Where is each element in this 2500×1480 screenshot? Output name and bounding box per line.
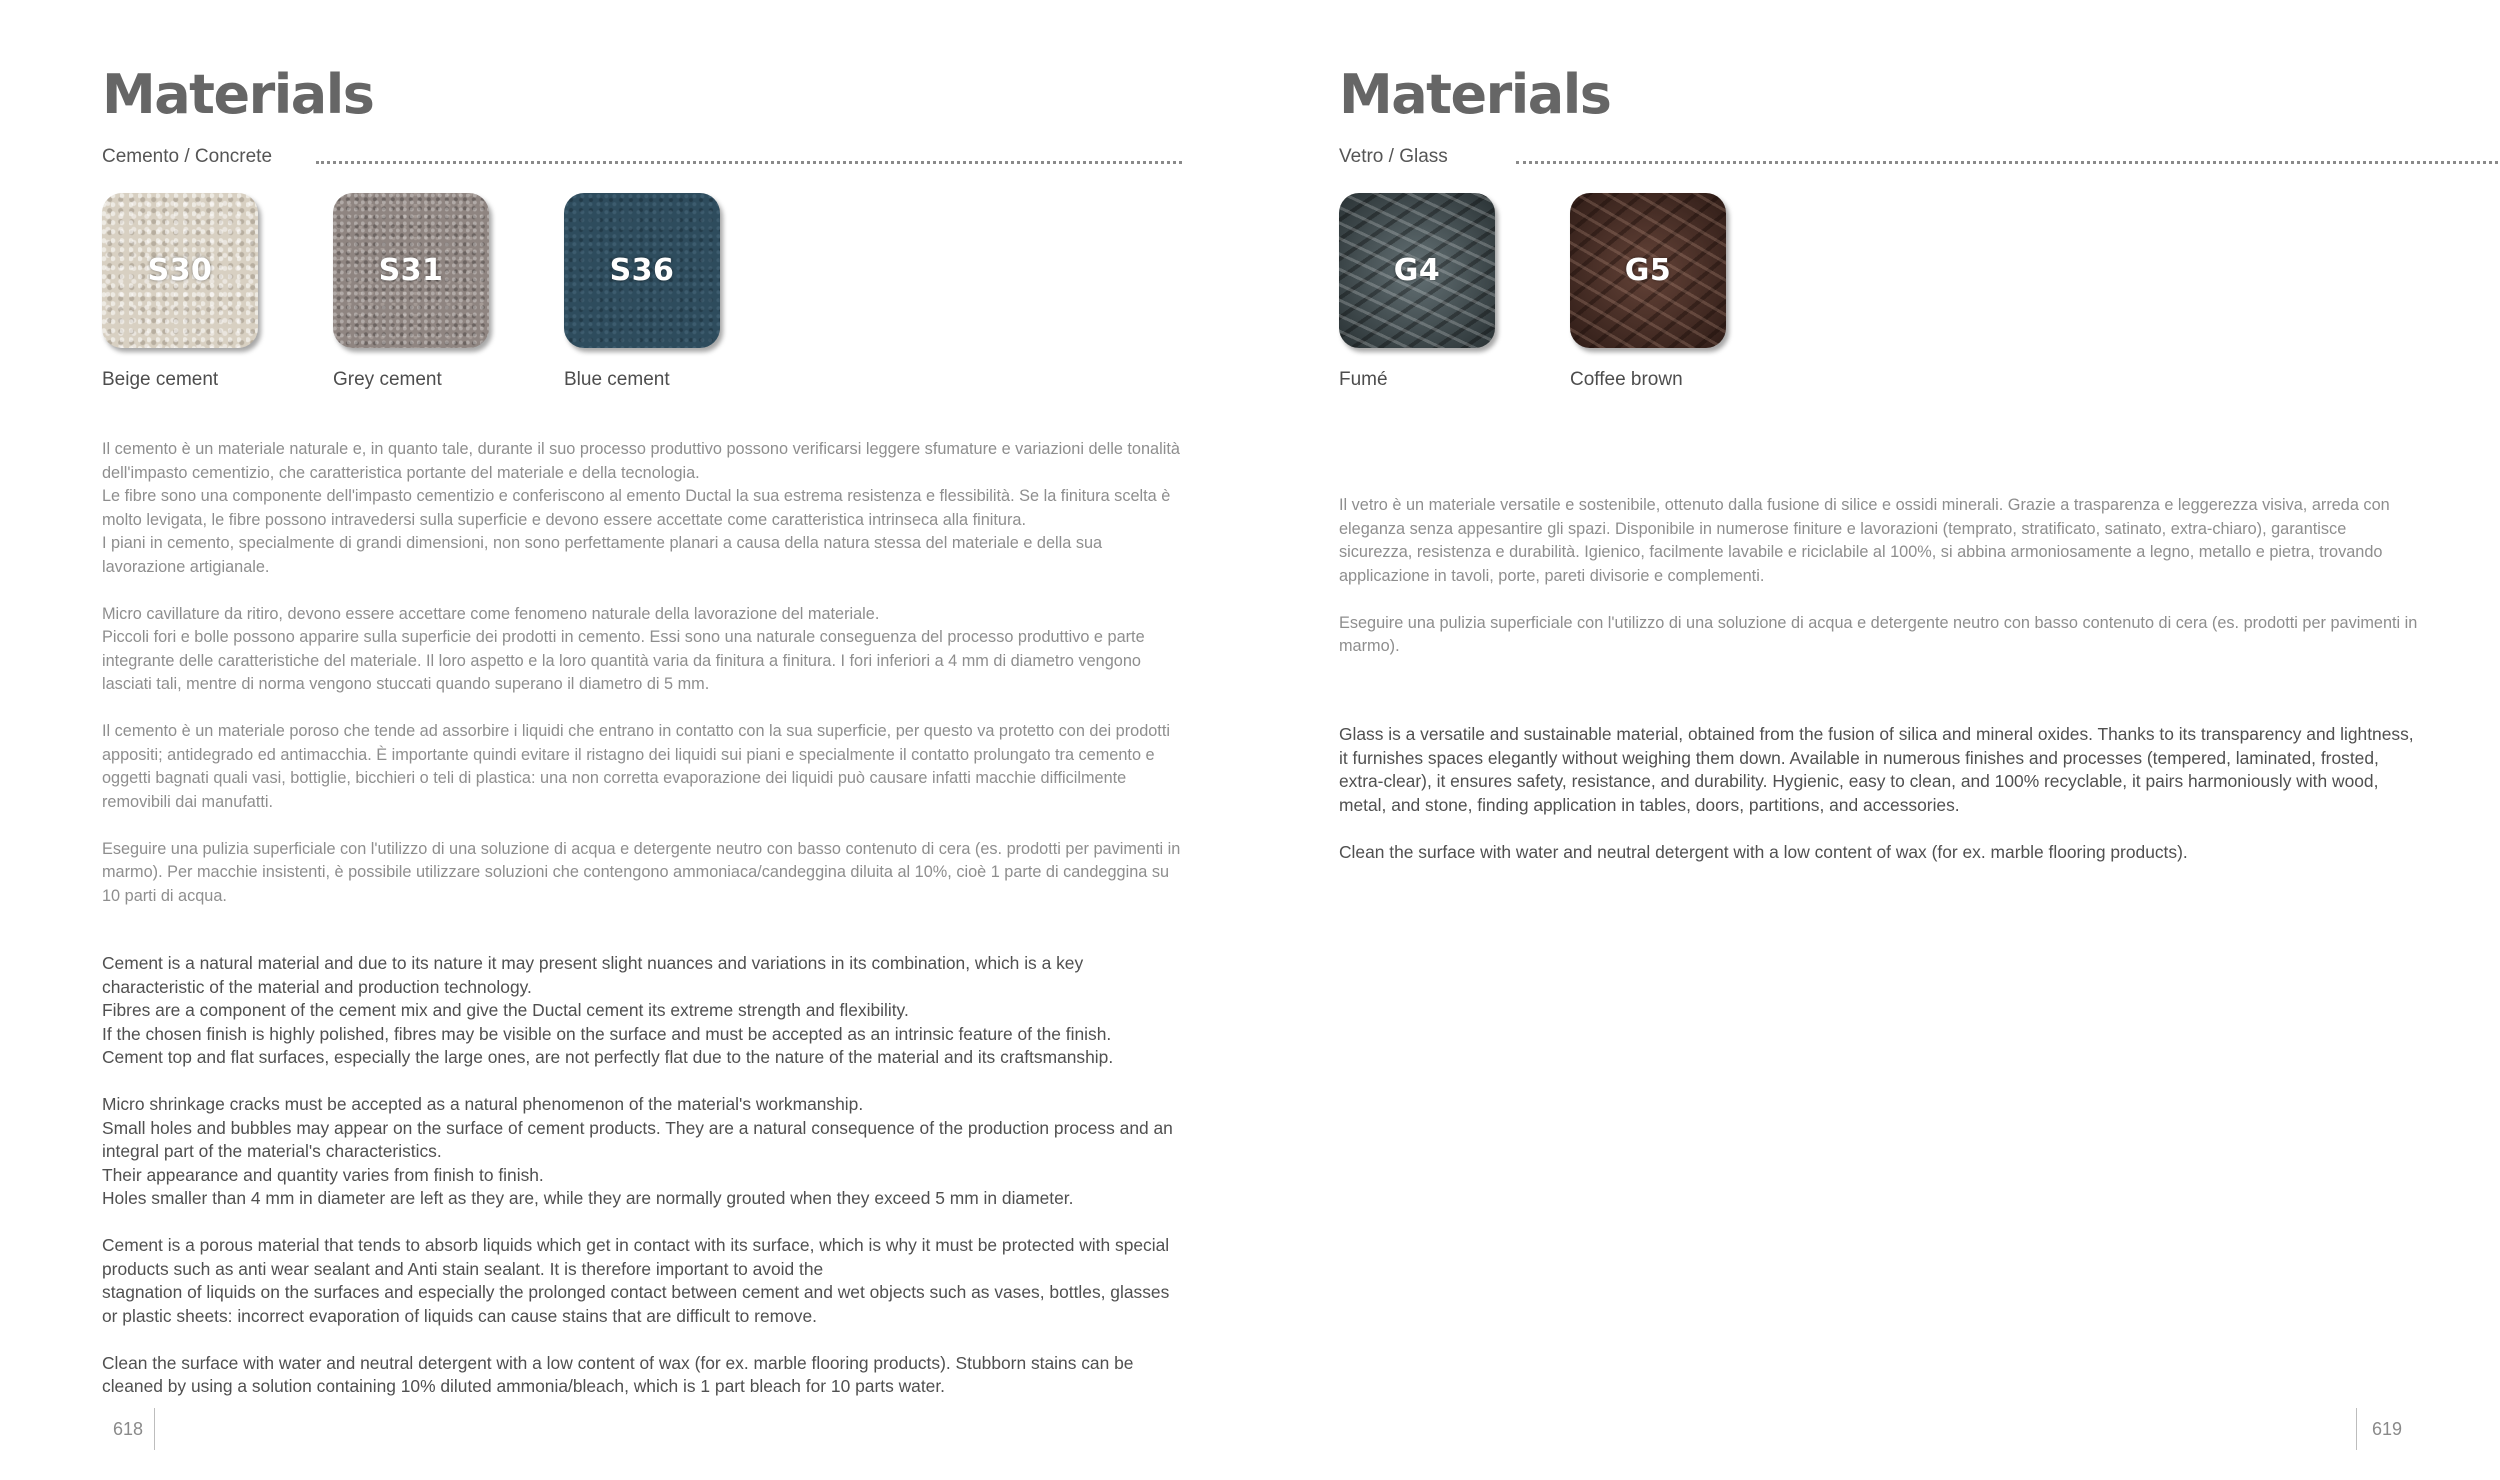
paragraph: Cement is a natural material and due to its nature it may present slight nuances and variations in its combination, which is a key characteristic of the material and production technology. <box>102 953 1084 997</box>
swatch-g4 <box>1339 193 1495 348</box>
page-number: 619 <box>2372 1419 2403 1439</box>
paragraph: Il cemento è un materiale poroso che tende ad assorbire i liquidi che entrano in contatto con la sua superficie, per questo va protetto con dei prodotti appositi; antidegrado ed antimacchia. È importante quindi evitare il ristagno dei liquidi sui piani e specialmente il contatto prolungato tra cemento e oggetti bagnati quali vasi, bottiglie, bicchieri o teli di plastica: una non corretta evaporazione dei liquidi può causare infatti macchie difficilmente removibili dai manufatti. <box>102 722 1170 811</box>
english-description <box>1339 723 2419 864</box>
swatch-label: Fumé <box>1339 369 1388 390</box>
paragraph: Fibres are a component of the cement mix and give the Ductal cement its extreme strength and flexibility. <box>102 1000 909 1020</box>
section-subtitle: Cemento / Concrete <box>102 146 273 167</box>
paragraph: Clean the surface with water and neutral detergent with a low content of wax (for ex. marble flooring products). <box>1339 841 2188 862</box>
page-number: 618 <box>113 1419 144 1439</box>
paragraph: Their appearance and quantity varies from finish to finish. <box>102 1164 544 1185</box>
dotted-divider <box>1516 161 2500 164</box>
swatch-code: S36 <box>609 253 675 288</box>
paragraph: Le fibre sono una componente dell'impasto cementizio e conferiscono al emento Ductal la sua estrema resistenza e flessibilità. Se la finitura scelta è molto levigata, le fibre possono intravedersi sulla superficie e devono essere accettate come caratteristica intrinseca alla finitura. <box>102 487 1171 529</box>
dotted-divider <box>316 161 1182 164</box>
paragraph: Cement top and flat surfaces, especially the large ones, are not perfectly flat due to the nature of the material and its craftsmanship. <box>102 1047 1114 1067</box>
paragraph: stagnation of liquids on the surfaces and especially the prolonged contact between cement and wet objects such as vases, bottles, glasses or plastic sheets: incorrect evaporation of liquids can cause stains that are difficult to remove. <box>102 1282 1170 1326</box>
paragraph: Il cemento è un materiale naturale e, in quanto tale, durante il suo processo produttivo possono verificarsi leggere sfumature e variazioni delle tonalità dell'impasto cementizio, che caratteristica portante del materiale e della tecnologia. <box>102 440 1180 482</box>
paragraph: Eseguire una pulizia superficiale con l'utilizzo di una soluzione di acqua e detergente neutro con basso contenuto di cera (es. prodotti per pavimenti in marmo). <box>1339 613 2418 655</box>
paragraph: I piani in cemento, specialmente di grandi dimensioni, non sono perfettamente planari a causa della natura stessa del materiale e della sua lavorazione artigianale. <box>102 534 1103 576</box>
paragraph: Il vetro è un materiale versatile e sostenibile, ottenuto dalla fusione di silice e ossidi minerali. Grazie a trasparenza e leggerezza visiva, arreda con eleganza senza appesantire gli spazi. Disponibile in numerose finiture e lavorazioni (temprato, stratificato, satinato, extra-chiaro), garantisce sicurezza, resistenza e durabilità. Igienico, facilmente lavabile e riciclabile al 100%, si abbina armoniosamente a legno, metallo e pietra, trovando applicazione in tavoli, porte, pareti divisorie e complementi. <box>1339 496 2390 585</box>
paragraph: Holes smaller than 4 mm in diameter are left as they are, while they are normally grouted when they exceed 5 mm in diameter. <box>102 1188 1074 1208</box>
swatch-g5 <box>1570 193 1726 348</box>
paragraph: Piccoli fori e bolle possono apparire sulla superficie dei prodotti in cemento. Essi sono una naturale conseguenza del processo produttivo e parte integrante delle caratteristiche del materiale. Il loro aspetto e la loro quantità varia da finitura a finitura. I fori inferiori a 4 mm di diametro vengono lasciati tali, mentre di norma vengono stuccati quando superano il diametro di 5 mm. <box>102 628 1145 693</box>
paragraph: Small holes and bubbles may appear on the surface of cement products. They are a natural consequence of the production process and an integral part of the material's characteristics. <box>102 1117 1173 1161</box>
swatch-label: Grey cement <box>333 369 442 390</box>
page-number-rule <box>154 1408 155 1450</box>
english-description <box>102 952 1182 1399</box>
paragraph: Micro cavillature da ritiro, devono essere accettare come fenomeno naturale della lavorazione del materiale. <box>102 604 880 623</box>
swatch-code: S30 <box>147 253 213 288</box>
paragraph: Micro shrinkage cracks must be accepted as a natural phenomenon of the material's workmanship. <box>102 1094 864 1114</box>
paragraph: Glass is a versatile and sustainable material, obtained from the fusion of silica and mineral oxides. Thanks to its transparency and lightness, it furnishes spaces elegantly without weighing them down. Available in numerous finishes and processes (tempered, laminated, frosted, extra-clear), it ensures safety, resistance, and durability. Hygienic, easy to clean, and 100% recyclable, it pairs harmoniously with wood, metal, and stone, finding application in tables, doors, partitions, and accessories. <box>1339 724 2414 815</box>
swatch-s31 <box>333 193 489 348</box>
italian-description <box>102 438 1182 908</box>
swatch-label: Beige cement <box>102 369 219 390</box>
section-subtitle: Vetro / Glass <box>1339 146 1448 167</box>
paragraph: Eseguire una pulizia superficiale con l'utilizzo di una soluzione di acqua e detergente neutro con basso contenuto di cera (es. prodotti per pavimenti in marmo). Per macchie insistenti, è possibile utilizzare soluzioni che contengono ammoniaca/candeggina diluita al 10%, cioè 1 parte di candeggina su 10 parti di acqua. <box>102 839 1181 905</box>
swatch-code: S31 <box>378 253 444 288</box>
paragraph: If the chosen finish is highly polished, fibres may be visible on the surface and must be accepted as an intrinsic feature of the finish. <box>102 1023 1112 1044</box>
italian-description <box>1339 494 2419 659</box>
page-title: Materials <box>102 63 374 126</box>
swatch-label: Coffee brown <box>1570 369 1683 390</box>
swatch-s30 <box>102 193 258 348</box>
swatch-code: G5 <box>1624 253 1672 288</box>
paragraph: Clean the surface with water and neutral detergent with a low content of wax (for ex. marble flooring products). Stubborn stains can be cleaned by using a solution containing 10% diluted ammonia/bleach, which is 1 part bleach for 10 parts water. <box>102 1352 1134 1396</box>
paragraph: Cement is a porous material that tends to absorb liquids which get in contact with its surface, which is why it must be protected with special products such as anti wear sealant and Anti stain sealant. It is therefore important to avoid the <box>102 1235 1170 1279</box>
swatch-code: G4 <box>1393 253 1441 288</box>
right-page <box>1250 0 2500 1480</box>
swatch-label: Blue cement <box>564 369 670 390</box>
page-title: Materials <box>1339 63 1611 126</box>
swatch-s36 <box>564 193 720 348</box>
page-number-rule <box>2356 1408 2357 1450</box>
